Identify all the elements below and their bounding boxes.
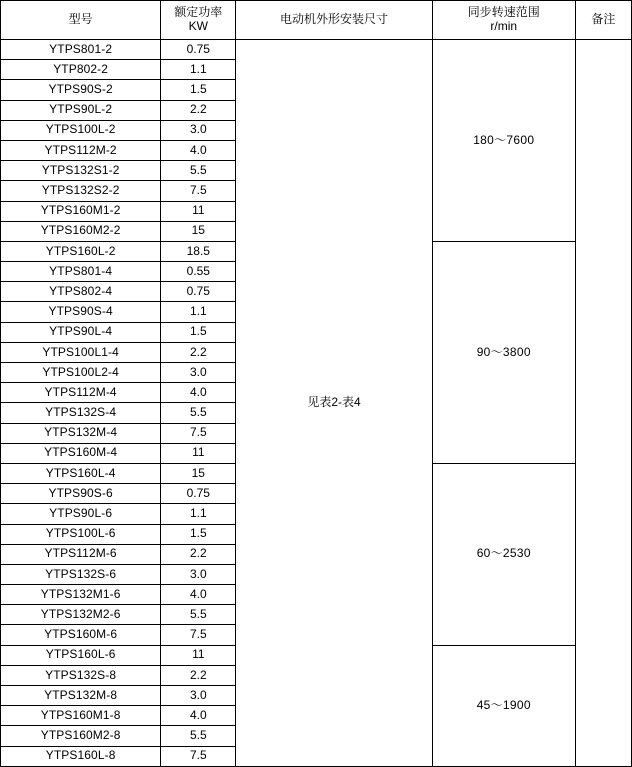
cell-rated-power: 1.1 — [161, 302, 236, 322]
cell-rated-power: 7.5 — [161, 746, 236, 766]
cell-rated-power: 3.0 — [161, 120, 236, 140]
cell-model: YTPS132M2-6 — [1, 605, 161, 625]
cell-model: YTPS132S-8 — [1, 665, 161, 685]
cell-rated-power: 7.5 — [161, 423, 236, 443]
cell-model: YTPS160L-6 — [1, 645, 161, 665]
cell-model: YTPS90S-6 — [1, 484, 161, 504]
cell-rated-power: 2.2 — [161, 544, 236, 564]
cell-rated-power: 2.2 — [161, 100, 236, 120]
cell-note — [575, 40, 631, 767]
cell-model: YTPS100L1-4 — [1, 342, 161, 362]
cell-model: YTPS160M2-8 — [1, 726, 161, 746]
cell-rated-power: 4.0 — [161, 140, 236, 160]
cell-rated-power: 0.75 — [161, 282, 236, 302]
cell-rated-power: 11 — [161, 201, 236, 221]
cell-model: YTPS801-2 — [1, 40, 161, 60]
cell-rated-power: 7.5 — [161, 625, 236, 645]
header-rated-power-unit: KW — [188, 19, 208, 33]
cell-model: YTPS90L-2 — [1, 100, 161, 120]
table-header — [1, 1, 632, 40]
cell-rated-power: 3.0 — [161, 686, 236, 706]
header-speed-range-title: 同步转速范围 — [467, 5, 540, 20]
header-model: 型号 — [1, 1, 161, 40]
header-row — [1, 1, 632, 40]
cell-model: YTPS112M-4 — [1, 383, 161, 403]
cell-rated-power: 11 — [161, 443, 236, 463]
cell-rated-power: 5.5 — [161, 161, 236, 181]
table-body — [1, 40, 632, 767]
cell-model: YTPS801-4 — [1, 262, 161, 282]
cell-model: YTPS90L-6 — [1, 504, 161, 524]
cell-model: YTPS160M1-2 — [1, 201, 161, 221]
cell-rated-power: 4.0 — [161, 585, 236, 605]
header-note: 备注 — [575, 1, 631, 40]
cell-model: YTPS160M2-2 — [1, 221, 161, 241]
cell-model: YTPS100L-6 — [1, 524, 161, 544]
cell-rated-power: 3.0 — [161, 363, 236, 383]
cell-model: YTPS160L-4 — [1, 463, 161, 483]
cell-rated-power: 0.75 — [161, 484, 236, 504]
cell-rated-power: 7.5 — [161, 181, 236, 201]
cell-model: YTPS132M-4 — [1, 423, 161, 443]
cell-rated-power: 1.1 — [161, 60, 236, 80]
cell-speed-range: 45～1900 — [432, 645, 575, 766]
cell-rated-power: 1.5 — [161, 80, 236, 100]
cell-rated-power: 15 — [161, 221, 236, 241]
cell-rated-power: 5.5 — [161, 605, 236, 625]
cell-rated-power: 18.5 — [161, 241, 236, 261]
cell-rated-power: 1.5 — [161, 524, 236, 544]
cell-model: YTPS160M-6 — [1, 625, 161, 645]
cell-model: YTPS132S-4 — [1, 403, 161, 423]
cell-speed-range: 60～2530 — [432, 463, 575, 645]
cell-model: YTPS160M-4 — [1, 443, 161, 463]
cell-model: YTPS132S-6 — [1, 564, 161, 584]
cell-model: YTPS100L-2 — [1, 120, 161, 140]
cell-model: YTPS132M-8 — [1, 686, 161, 706]
cell-rated-power: 4.0 — [161, 706, 236, 726]
cell-model: YTPS132S2-2 — [1, 181, 161, 201]
cell-model: YTPS132M1-6 — [1, 585, 161, 605]
cell-model: YTPS112M-2 — [1, 140, 161, 160]
cell-model: YTPS160L-8 — [1, 746, 161, 766]
cell-model: YTPS112M-6 — [1, 544, 161, 564]
cell-model: YTPS90S-4 — [1, 302, 161, 322]
cell-rated-power: 5.5 — [161, 726, 236, 746]
cell-model: YTPS160M1-8 — [1, 706, 161, 726]
cell-rated-power: 5.5 — [161, 403, 236, 423]
cell-rated-power: 11 — [161, 645, 236, 665]
cell-rated-power: 2.2 — [161, 665, 236, 685]
cell-model: YTPS132S1-2 — [1, 161, 161, 181]
cell-rated-power: 3.0 — [161, 564, 236, 584]
header-speed-range — [432, 1, 575, 40]
cell-rated-power: 15 — [161, 463, 236, 483]
cell-model: YTPS90L-4 — [1, 322, 161, 342]
cell-dimension-reference: 见表2-表4 — [236, 40, 432, 767]
cell-rated-power: 4.0 — [161, 383, 236, 403]
cell-rated-power: 0.75 — [161, 40, 236, 60]
cell-rated-power: 0.55 — [161, 262, 236, 282]
header-rated-power — [161, 1, 236, 40]
cell-rated-power: 1.5 — [161, 322, 236, 342]
cell-rated-power: 1.1 — [161, 504, 236, 524]
cell-rated-power: 2.2 — [161, 342, 236, 362]
header-dimension: 电动机外形安装尺寸 — [236, 1, 432, 40]
cell-speed-range: 90～3800 — [432, 241, 575, 463]
cell-speed-range: 180～7600 — [432, 40, 575, 242]
header-rated-power-title: 额定功率 — [174, 5, 223, 20]
cell-model: YTPS160L-2 — [1, 241, 161, 261]
cell-model: YTPS802-4 — [1, 282, 161, 302]
table-row — [1, 40, 632, 60]
cell-model: YTPS100L2-4 — [1, 363, 161, 383]
header-speed-range-unit: r/min — [490, 19, 518, 33]
cell-model: YTP802-2 — [1, 60, 161, 80]
cell-model: YTPS90S-2 — [1, 80, 161, 100]
